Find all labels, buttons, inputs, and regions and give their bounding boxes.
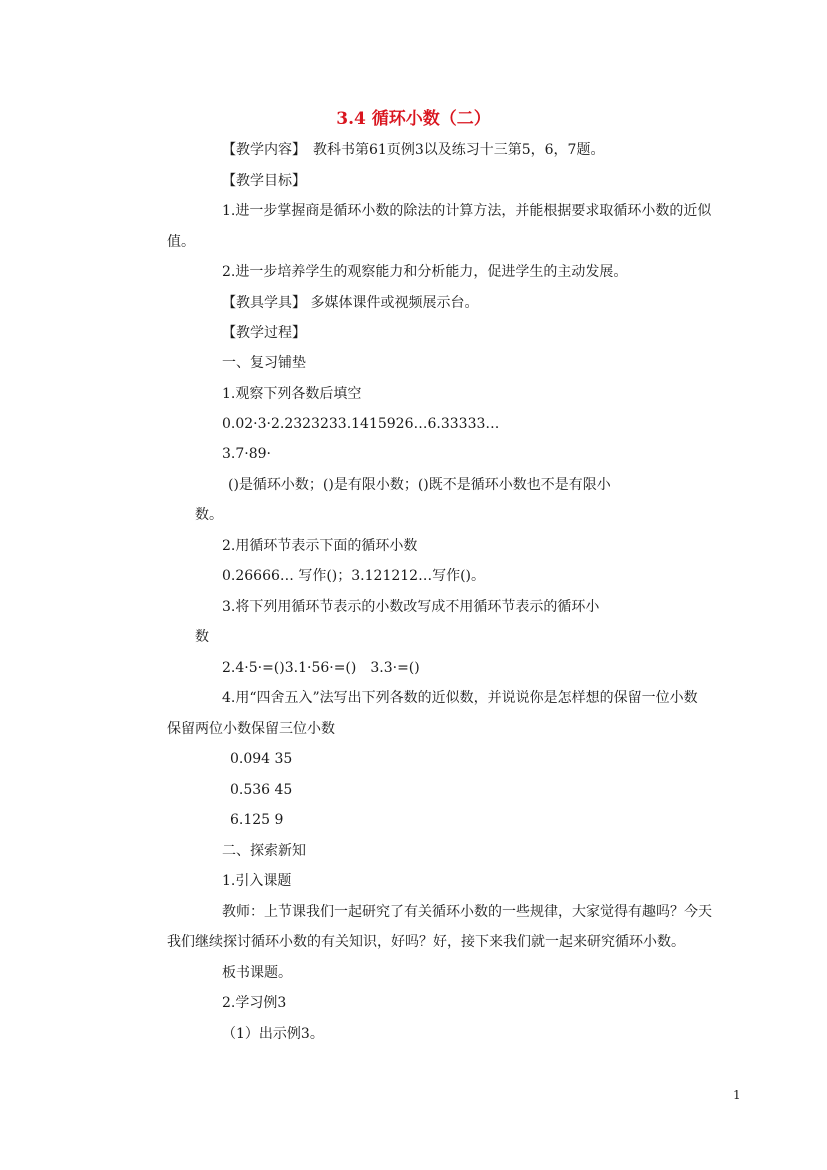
text-line: 1.进一步掌握商是循环小数的除法的计算方法，并能根据要求取循环小数的近似 <box>222 203 712 219</box>
text-line: 一、复习铺垫 <box>222 355 306 371</box>
text-line: 2.4·5·=()3.1·56·=() 3.3·=() <box>222 660 420 676</box>
text-line: 【教具学具】 多媒体课件或视频展示台。 <box>222 295 479 311</box>
text-line: 二、探索新知 <box>222 843 306 859</box>
text-line: 数。 <box>195 507 223 523</box>
text-line: 教师：上节课我们一起研究了有关循环小数的一些规律，大家觉得有趣吗？今天 <box>222 904 712 920</box>
text-line: 保留两位小数保留三位小数 <box>167 721 335 737</box>
text-line: 【教学目标】 <box>222 173 306 189</box>
text-line: 0.094 35 <box>230 751 293 767</box>
text-line: 2.进一步培养学生的观察能力和分析能力，促进学生的主动发展。 <box>222 264 628 280</box>
text-line: 数 <box>195 629 209 645</box>
text-line: 4.用“四舍五入”法写出下列各数的近似数，并说说你是怎样想的保留一位小数 <box>222 690 698 706</box>
text-line: 3.7·89· <box>222 446 271 462</box>
text-line: 2.学习例3 <box>222 995 287 1011</box>
text-line: ()是循环小数；()是有限小数；()既不是循环小数也不是有限小 <box>228 477 611 493</box>
text-line: 板书课题。 <box>222 965 292 981</box>
text-line: 1.观察下列各数后填空 <box>222 386 362 402</box>
text-line: （1）出示例3。 <box>222 1026 324 1042</box>
text-line: 0.02·3·2.2323233.1415926…6.33333… <box>222 416 500 432</box>
text-line: 2.用循环节表示下面的循环小数 <box>222 538 418 554</box>
text-line: 1.引入课题 <box>222 873 292 889</box>
text-line: 【教学内容】 教科书第61页例3以及练习十三第5，6，7题。 <box>222 142 605 158</box>
page-title: 3.4 循环小数（二） <box>336 109 491 129</box>
text-line: 0.26666… 写作()；3.121212…写作()。 <box>222 568 485 584</box>
text-line: 3.将下列用循环节表示的小数改写成不用循环节表示的循环小 <box>222 599 600 615</box>
page-number: 1 <box>733 1088 741 1102</box>
text-line: 0.536 45 <box>230 782 293 798</box>
text-line: 我们继续探讨循环小数的有关知识，好吗？好，接下来我们就一起来研究循环小数。 <box>167 934 685 950</box>
text-line: 6.125 9 <box>230 812 284 828</box>
text-line: 【教学过程】 <box>222 325 306 341</box>
text-line: 值。 <box>167 234 195 250</box>
